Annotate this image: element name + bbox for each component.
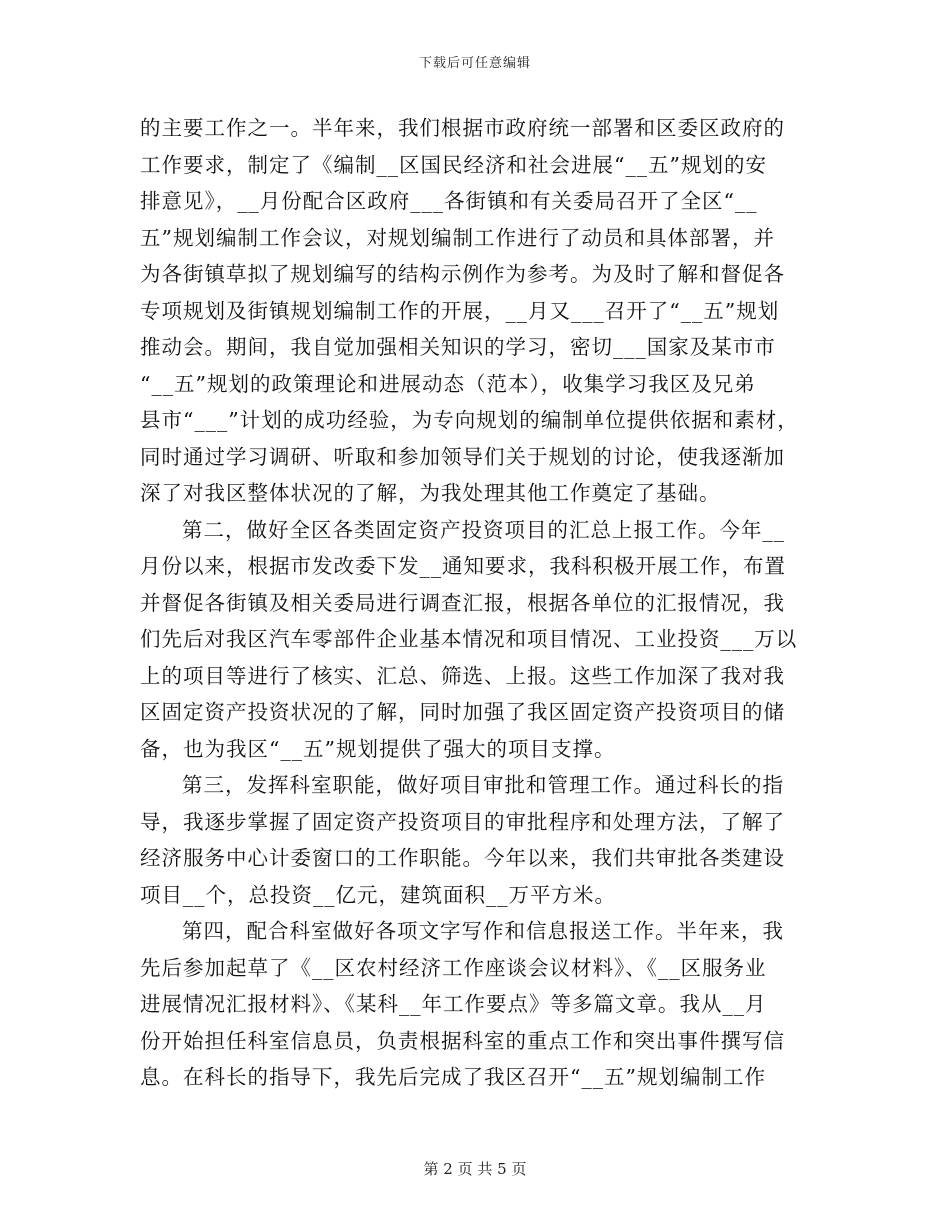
text-line: 县市“___”计划的成功经验，为专向规划的编制单位提供依据和素材， [140, 408, 799, 432]
text-line: 的主要工作之一。半年来，我们根据市政府统一部署和区委区政府的 [140, 116, 785, 140]
text-line: 同时通过学习调研、听取和参加领导们关于规划的讨论，使我逐渐加 [140, 444, 785, 469]
text-line: 先后参加起草了《__区农村经济工作座谈会议材料》、《__区服务业 [140, 955, 767, 980]
text-line: 五”规划编制工作会议，对规划编制工作进行了动员和具体部署，并 [140, 225, 775, 250]
paragraph-start-line: 第二，做好全区各类固定资产投资项目的汇总上报工作。今年__ [182, 517, 785, 542]
paragraph-start-line: 第四，配合科室做好各项文字写作和信息报送工作。半年来，我 [182, 919, 784, 943]
text-line: 专项规划及街镇规划编制工作的开展，__月又___召开了“__五”规划 [140, 298, 780, 323]
text-line: 们先后对我区汽车零部件企业基本情况和项目情况、工业投资___万以 [140, 627, 798, 651]
document-body [140, 110, 812, 1096]
text-line: 为各街镇草拟了规划编写的结构示例作为参考。为及时了解和督促各 [140, 262, 785, 286]
page-footer: 第 2 页 共 5 页 [423, 1160, 527, 1178]
text-line: 息。在科长的指导下，我先后完成了我区召开“__五”规划编制工作 [140, 1065, 766, 1089]
text-line: 份开始担任科室信息员，负责根据科室的重点工作和突出事件撰写信 [140, 1028, 785, 1053]
text-line: 经济服务中心计委窗口的工作职能。今年以来，我们共审批各类建设 [140, 846, 785, 870]
text-line: 上的项目等进行了核实、汇总、筛选、上报。这些工作加深了我对我 [140, 663, 785, 688]
paragraph-start-line: 第三，发挥科室职能，做好项目审批和管理工作。通过科长的指 [182, 773, 784, 797]
text-line: 并督促各街镇及相关委局进行调查汇报，根据各单位的汇报情况，我 [140, 590, 785, 615]
text-line: 进展情况汇报材料》、《某科__年工作要点》等多篇文章。我从__月 [140, 992, 767, 1016]
text-line: 备，也为我区“__五”规划提供了强大的项目支撑。 [140, 736, 616, 761]
text-line: 区固定资产投资状况的了解，同时加强了我区固定资产投资项目的储 [140, 700, 785, 724]
text-line: 推动会。期间，我自觉加强相关知识的学习，密切___国家及某市市 [140, 335, 776, 359]
page-header: 下载后可任意编辑 [418, 56, 531, 71]
text-line: 月份以来，根据市发改委下发__通知要求，我科积极开展工作，布置 [140, 554, 786, 578]
text-line: “__五”规划的政策理论和进展动态（范本），收集学习我区及兄弟 [140, 371, 756, 396]
text-line: 深了对我区整体状况的了解，为我处理其他工作奠定了基础。 [140, 481, 721, 505]
text-line: 排意见》，__月份配合区政府___各街镇和有关委局召开了全区“__ [140, 189, 758, 213]
text-line: 项目__个，总投资__亿元，建筑面积__万平方米。 [140, 882, 616, 907]
text-line: 工作要求，制定了《编制__区国民经济和社会进展“__五”规划的安 [140, 152, 767, 177]
text-line: 导，我逐步掌握了固定资产投资项目的审批程序和处理方法，了解了 [140, 809, 785, 834]
